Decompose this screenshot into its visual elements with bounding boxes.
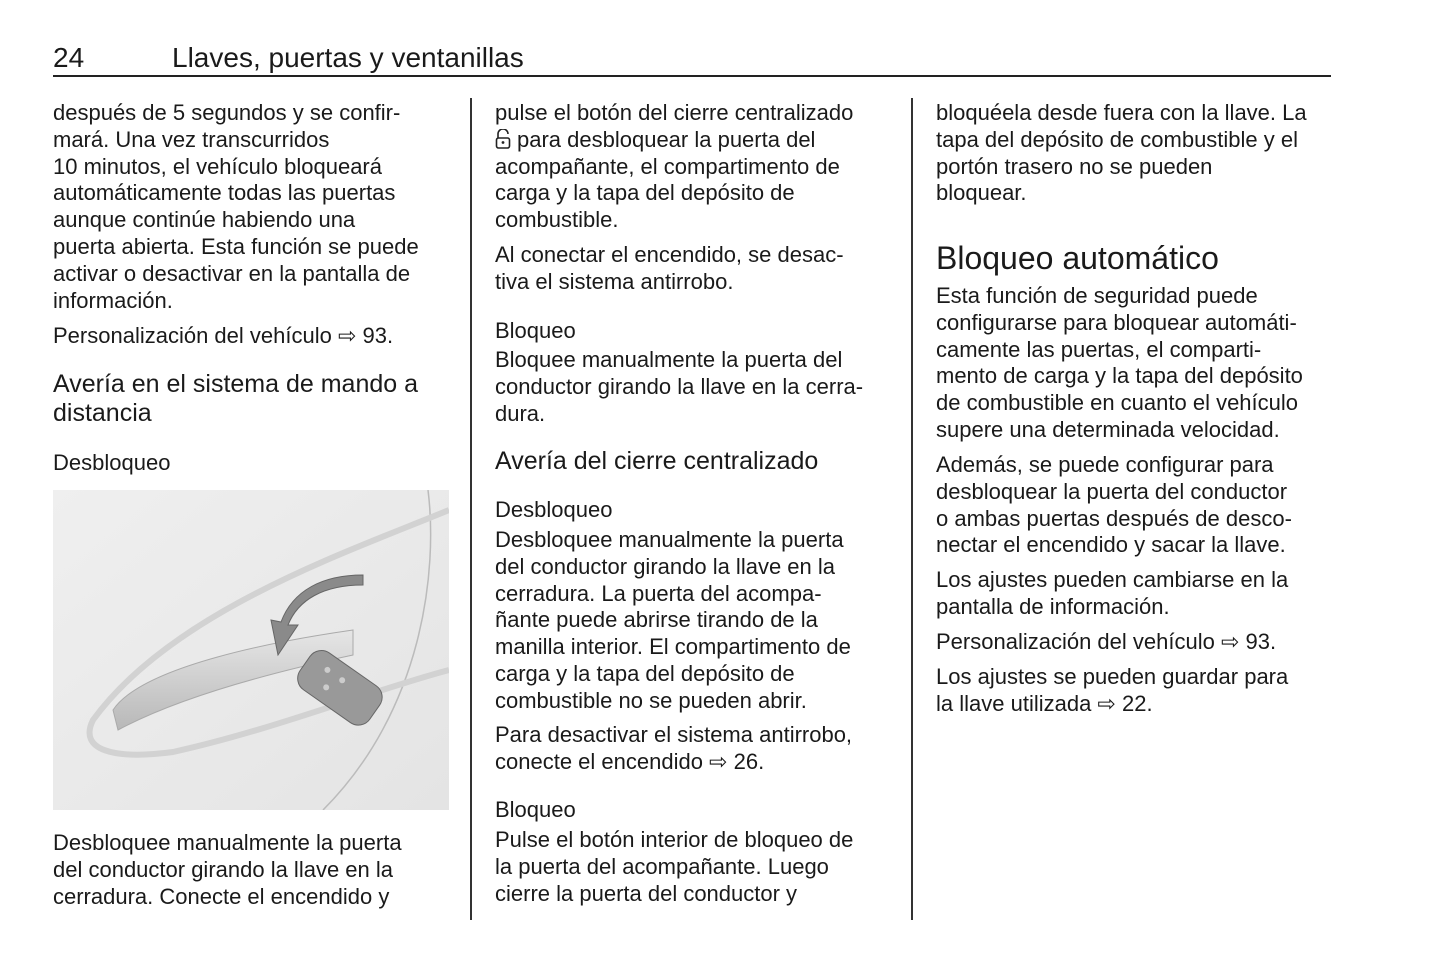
door-handle-key-illustration	[53, 490, 449, 810]
text-line: automáticamente todas las puertas	[53, 180, 396, 206]
text-line: Pulse el botón interior de bloqueo de	[495, 827, 854, 852]
paragraph	[936, 100, 1307, 207]
text-line: o ambas puertas después de desco-	[936, 505, 1292, 531]
paragraph	[936, 664, 1288, 718]
paragraph	[53, 830, 402, 910]
text-line: de combustible en cuanto el vehículo	[936, 390, 1299, 416]
header-rule	[53, 75, 1331, 77]
paragraph	[495, 827, 853, 907]
text-line: desbloquear la puerta del conductor	[936, 478, 1288, 504]
text-line: dura.	[495, 400, 546, 426]
text-line: Desbloquee manualmente la puerta	[495, 527, 844, 552]
paragraph	[936, 283, 1303, 444]
text-line: carga y la tapa del depósito de	[495, 660, 795, 686]
text-line: portón trasero no se pueden	[936, 153, 1213, 179]
column-divider	[470, 98, 472, 920]
text-line: mará. Una vez transcurridos	[53, 126, 330, 152]
text-line: del conductor girando la llave en la	[495, 553, 836, 579]
text-line: Personalización del vehículo ⇨ 93.	[936, 629, 1277, 654]
paragraph	[936, 629, 1276, 656]
text-line: bloquéela desde fuera con la llave. La	[936, 100, 1307, 125]
text-line: camente las puertas, el comparti-	[936, 336, 1262, 362]
text-line: activar o desactivar en la pantalla de	[53, 260, 411, 286]
text-line: nectar el encendido y sacar la llave.	[936, 532, 1286, 558]
text-line: Para desactivar el sistema antirrobo,	[495, 722, 853, 747]
subheading: Bloqueo	[495, 318, 576, 343]
text-line: acompañante, el compartimento de	[495, 153, 840, 179]
text-line: supere una determinada velocidad.	[936, 416, 1280, 442]
paragraph	[53, 100, 419, 314]
text-line: Personalización del vehículo ⇨ 93.	[53, 323, 394, 348]
paragraph	[495, 527, 851, 715]
text-line: Desbloquee manualmente la puerta	[53, 830, 402, 855]
section-heading: Bloqueo automático	[936, 240, 1219, 276]
paragraph	[495, 347, 863, 427]
paragraph	[936, 452, 1292, 559]
text-line: aunque continúe habiendo una	[53, 207, 356, 233]
text-line: distancia	[53, 399, 152, 427]
paragraph	[936, 567, 1288, 621]
section-heading: Avería del cierre centralizado	[495, 447, 819, 475]
text-line: cierre la puerta del conductor y	[495, 880, 798, 906]
text-fragment: para desbloquear la puerta del	[517, 126, 816, 152]
text-line: mento de carga y la tapa del depósito	[936, 363, 1303, 389]
subheading: Desbloqueo	[53, 450, 171, 475]
text-line: puerta abierta. Esta función se puede	[53, 233, 419, 259]
text-line: combustible.	[495, 207, 619, 233]
text-line: Además, se puede configurar para	[936, 452, 1274, 477]
subheading: Desbloqueo	[495, 497, 613, 522]
text-line: pulse el botón del cierre centralizado	[495, 100, 854, 125]
text-line: Los ajustes se pueden guardar para	[936, 664, 1289, 689]
unlock-icon	[495, 129, 511, 149]
text-line: pantalla de información.	[936, 593, 1170, 619]
section-heading	[53, 370, 418, 428]
text-line: la puerta del acompañante. Luego	[495, 853, 829, 879]
text-line: configurarse para bloquear automáti-	[936, 309, 1297, 335]
text-line: del conductor girando la llave en la	[53, 856, 394, 882]
text-line: cerradura. La puerta del acompa-	[495, 580, 822, 606]
text-line: información.	[53, 287, 173, 313]
paragraph	[495, 242, 844, 296]
text-line: cerradura. Conecte el encendido y	[53, 883, 390, 909]
text-line: tapa del depósito de combustible y el	[936, 126, 1299, 152]
text-line: Bloquee manualmente la puerta del	[495, 347, 843, 372]
text-line: carga y la tapa del depósito de	[495, 180, 795, 206]
column-divider	[911, 98, 913, 920]
text-line: bloquear.	[936, 180, 1027, 206]
text-line: Al conectar el encendido, se desac-	[495, 242, 844, 267]
text-line: 10 minutos, el vehículo bloqueará	[53, 153, 382, 179]
page-title: Llaves, puertas y ventanillas	[172, 42, 524, 73]
text-line: ñante puede abrirse tirando de la	[495, 607, 818, 633]
text-line: manilla interior. El compartimento de	[495, 634, 851, 660]
paragraph	[495, 722, 852, 776]
text-line: Los ajustes pueden cambiarse en la	[936, 567, 1289, 592]
text-line: la llave utilizada ⇨ 22.	[936, 690, 1153, 716]
paragraph	[53, 323, 393, 350]
text-line: Esta función de seguridad puede	[936, 283, 1258, 308]
text-line: combustible no se pueden abrir.	[495, 687, 807, 713]
text-line: Avería en el sistema de mando a	[53, 370, 419, 398]
text-line: conecte el encendido ⇨ 26.	[495, 748, 765, 774]
text-lines	[495, 154, 853, 234]
text-line: conductor girando la llave en la cerra-	[495, 373, 864, 399]
text-line	[495, 127, 853, 154]
text-line: después de 5 segundos y se confir-	[53, 100, 401, 125]
subheading: Bloqueo	[495, 797, 576, 822]
page-number: 24	[53, 42, 85, 73]
paragraph	[495, 100, 853, 234]
text-line: tiva el sistema antirrobo.	[495, 268, 734, 294]
